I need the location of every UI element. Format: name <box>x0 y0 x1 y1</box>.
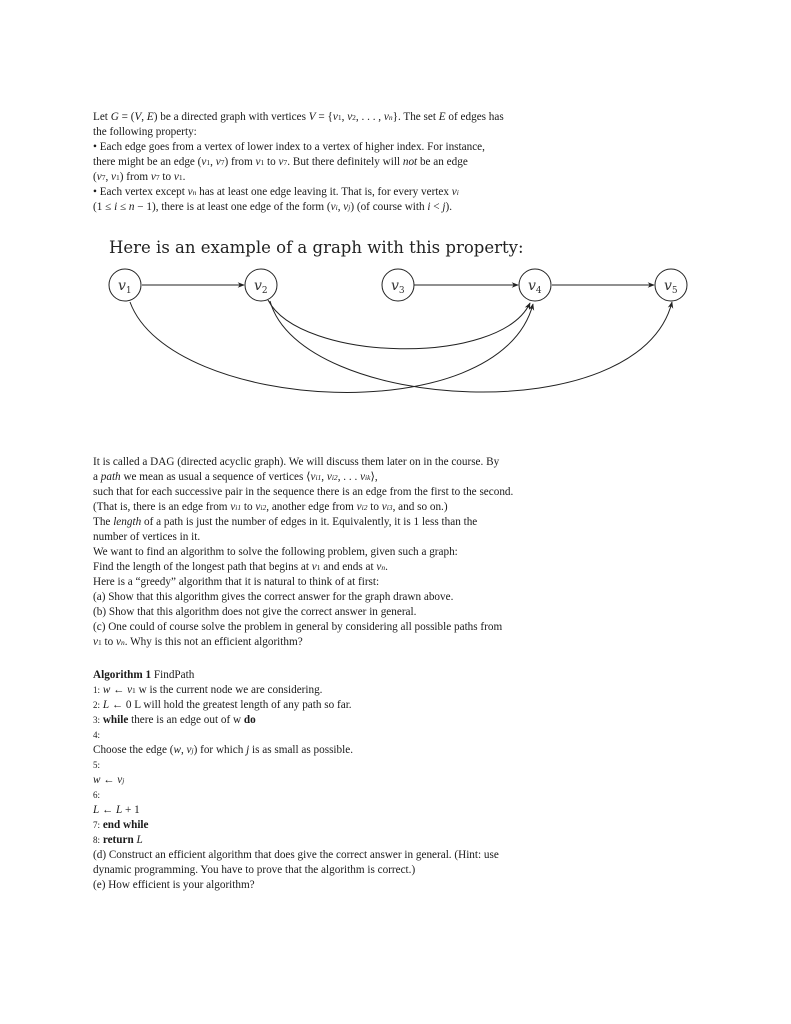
algorithm-step-7: 7: end while <box>93 819 149 831</box>
body-line-7: We want to find an algorithm to solve the following problem, given such a graph: <box>93 546 458 558</box>
edge-v2-v5 <box>270 301 672 392</box>
body-line-6: number of vertices in it. <box>93 531 201 543</box>
intro-paragraph <box>93 110 653 215</box>
algorithm-step-2: 2: L ← 0 L will hold the greatest length of any path so far. <box>93 699 352 711</box>
intro-bullet-1: • Each edge goes from a vertex of lower index to a vertex of higher index. For instance, <box>93 141 485 153</box>
algorithm-step-4-num: 4: <box>93 730 101 740</box>
algorithm-step-3: 3: while there is an edge out of w do <box>93 714 256 726</box>
vertex-v4 <box>519 269 551 301</box>
edge-v2-v4 <box>268 300 530 349</box>
question-b: (b) Show that this algorithm does not give the correct answer in general. <box>93 606 417 618</box>
question-a: (a) Show that this algorithm gives the correct answer for the graph drawn above. <box>93 591 454 603</box>
question-c-cont: v1 to vn. Why is this not an efficient algorithm? <box>93 636 303 648</box>
edge-v1-v4 <box>130 302 533 392</box>
body-line-5: The length of a path is just the number of edges in it. Equivalently, it is 1 less than the <box>93 516 478 528</box>
svg-text:v2: $v_2$ <box>254 278 268 296</box>
question-c: (c) One could of course solve the problem in general by considering all possible paths from <box>93 621 503 633</box>
algorithm-step-8: 8: return L <box>93 834 143 846</box>
algorithm-title: Algorithm 1 FindPath <box>93 669 195 681</box>
body-line-9: Here is a “greedy” algorithm that it is natural to think of at first: <box>93 576 380 588</box>
svg-text:v1: $v_1$ <box>118 278 132 296</box>
intro-line-1: Let G = (V, E) be a directed graph with vertices V = {v1, v2, . . . , vn}. The set E of edges has <box>93 111 504 123</box>
question-d: (d) Construct an efficient algorithm that does give the correct answer in general. (Hint: use <box>93 849 499 861</box>
algorithm-step-4: Choose the edge (w, vj) for which j is as small as possible. <box>93 744 354 756</box>
svg-text:v3: $v_3$ <box>391 278 405 296</box>
body-line-3: such that for each successive pair in the sequence there is an edge from the first to the second. <box>93 486 514 498</box>
figure-title: Here is an example of a graph with this property: <box>109 238 524 257</box>
vertex-v2 <box>245 269 277 301</box>
algorithm-block <box>93 668 653 893</box>
question-e: (e) How efficient is your algorithm? <box>93 879 255 891</box>
algorithm-step-5: w ← vj <box>93 774 125 786</box>
intro-line-7: (1 ≤ i ≤ n − 1), there is at least one edge of the form (vi, vj) (of course with i < j). <box>93 201 453 213</box>
algorithm-step-5-num: 5: <box>93 760 101 770</box>
body-line-1: It is called a DAG (directed acyclic graph). We will discuss them later on in the course. By <box>93 456 500 468</box>
dag-figure <box>100 262 700 412</box>
body-paragraph <box>93 455 653 650</box>
intro-line-5: (v7, v1) from v7 to v1. <box>93 171 186 183</box>
body-line-2: a path we mean as usual a sequence of vertices ⟨vi1, vi2, . . . vik⟩, <box>93 471 378 483</box>
algorithm-step-1: 1: w ← v1 w is the current node we are considering. <box>93 684 323 696</box>
vertex-v5 <box>655 269 687 301</box>
algorithm-step-6-num: 6: <box>93 790 101 800</box>
body-line-4: (That is, there is an edge from vi1 to vi2, another edge from vi2 to vi3, and so on.) <box>93 501 448 513</box>
vertex-v1 <box>109 269 141 301</box>
intro-bullet-2: • Each vertex except vn has at least one edge leaving it. That is, for every vertex vi <box>93 186 459 198</box>
svg-text:v4: $v_4$ <box>528 278 542 296</box>
body-line-8: Find the length of the longest path that begins at v1 and ends at vn. <box>93 561 388 573</box>
intro-line-4: there might be an edge (v1, v7) from v1 to v7. But there definitely will not be an edge <box>93 156 468 168</box>
svg-text:v5: $v_5$ <box>664 278 678 296</box>
question-d-cont: dynamic programming. You have to prove that the algorithm is correct.) <box>93 864 416 876</box>
intro-line-2: the following property: <box>93 126 197 138</box>
algorithm-step-6: L ← L + 1 <box>93 804 140 816</box>
vertex-v3 <box>382 269 414 301</box>
